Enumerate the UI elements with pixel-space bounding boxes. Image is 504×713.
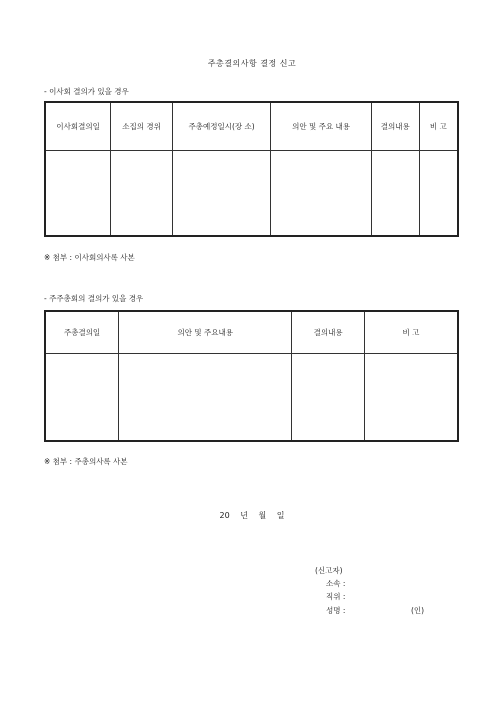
date-line: 20 년 월 일 — [219, 511, 285, 520]
column-header: 비 고 — [364, 311, 458, 354]
column-header: 주총결의일 — [45, 311, 119, 354]
shareholders-resolution-table — [44, 310, 459, 442]
reporter-label: (신고자) — [315, 566, 343, 575]
empty-cell[interactable] — [45, 151, 111, 237]
empty-cell[interactable] — [119, 354, 292, 442]
column-header: 결의내용 — [292, 311, 365, 354]
column-header: 의안 및 주요내용 — [119, 311, 292, 354]
table-row — [45, 151, 458, 237]
table-header-row — [45, 102, 458, 151]
position-label: 직위 : — [326, 592, 346, 601]
seal-mark: (인) — [411, 606, 425, 615]
column-header: 결의내용 — [371, 102, 419, 151]
empty-cell[interactable] — [172, 151, 271, 237]
empty-cell[interactable] — [271, 151, 371, 237]
document-title: 주총결의사항 결정 신고 — [207, 59, 297, 68]
empty-cell[interactable] — [292, 354, 365, 442]
column-header: 의안 및 주요 내용 — [271, 102, 371, 151]
section1-attachment-note: ※ 첨부 : 이사회의사록 사본 — [44, 253, 135, 262]
empty-cell[interactable] — [45, 354, 119, 442]
column-header: 소집의 경위 — [111, 102, 173, 151]
section2-attachment-note: ※ 첨부 : 주총의사록 사본 — [44, 457, 128, 466]
name-label: 성명 : — [326, 606, 346, 615]
affiliation-label: 소속 : — [326, 579, 346, 588]
column-header: 비 고 — [419, 102, 458, 151]
empty-cell[interactable] — [111, 151, 173, 237]
table-row — [45, 354, 458, 442]
empty-cell[interactable] — [371, 151, 419, 237]
empty-cell[interactable] — [419, 151, 458, 237]
empty-cell[interactable] — [364, 354, 458, 442]
section1-heading: - 이사회 결의가 있을 경우 — [44, 87, 129, 96]
board-resolution-table — [44, 101, 459, 237]
column-header: 주총예정일시(장 소) — [172, 102, 271, 151]
column-header: 이사회결의일 — [45, 102, 111, 151]
section2-heading: - 주주총회의 결의가 있을 경우 — [44, 294, 144, 303]
table-header-row — [45, 311, 458, 354]
